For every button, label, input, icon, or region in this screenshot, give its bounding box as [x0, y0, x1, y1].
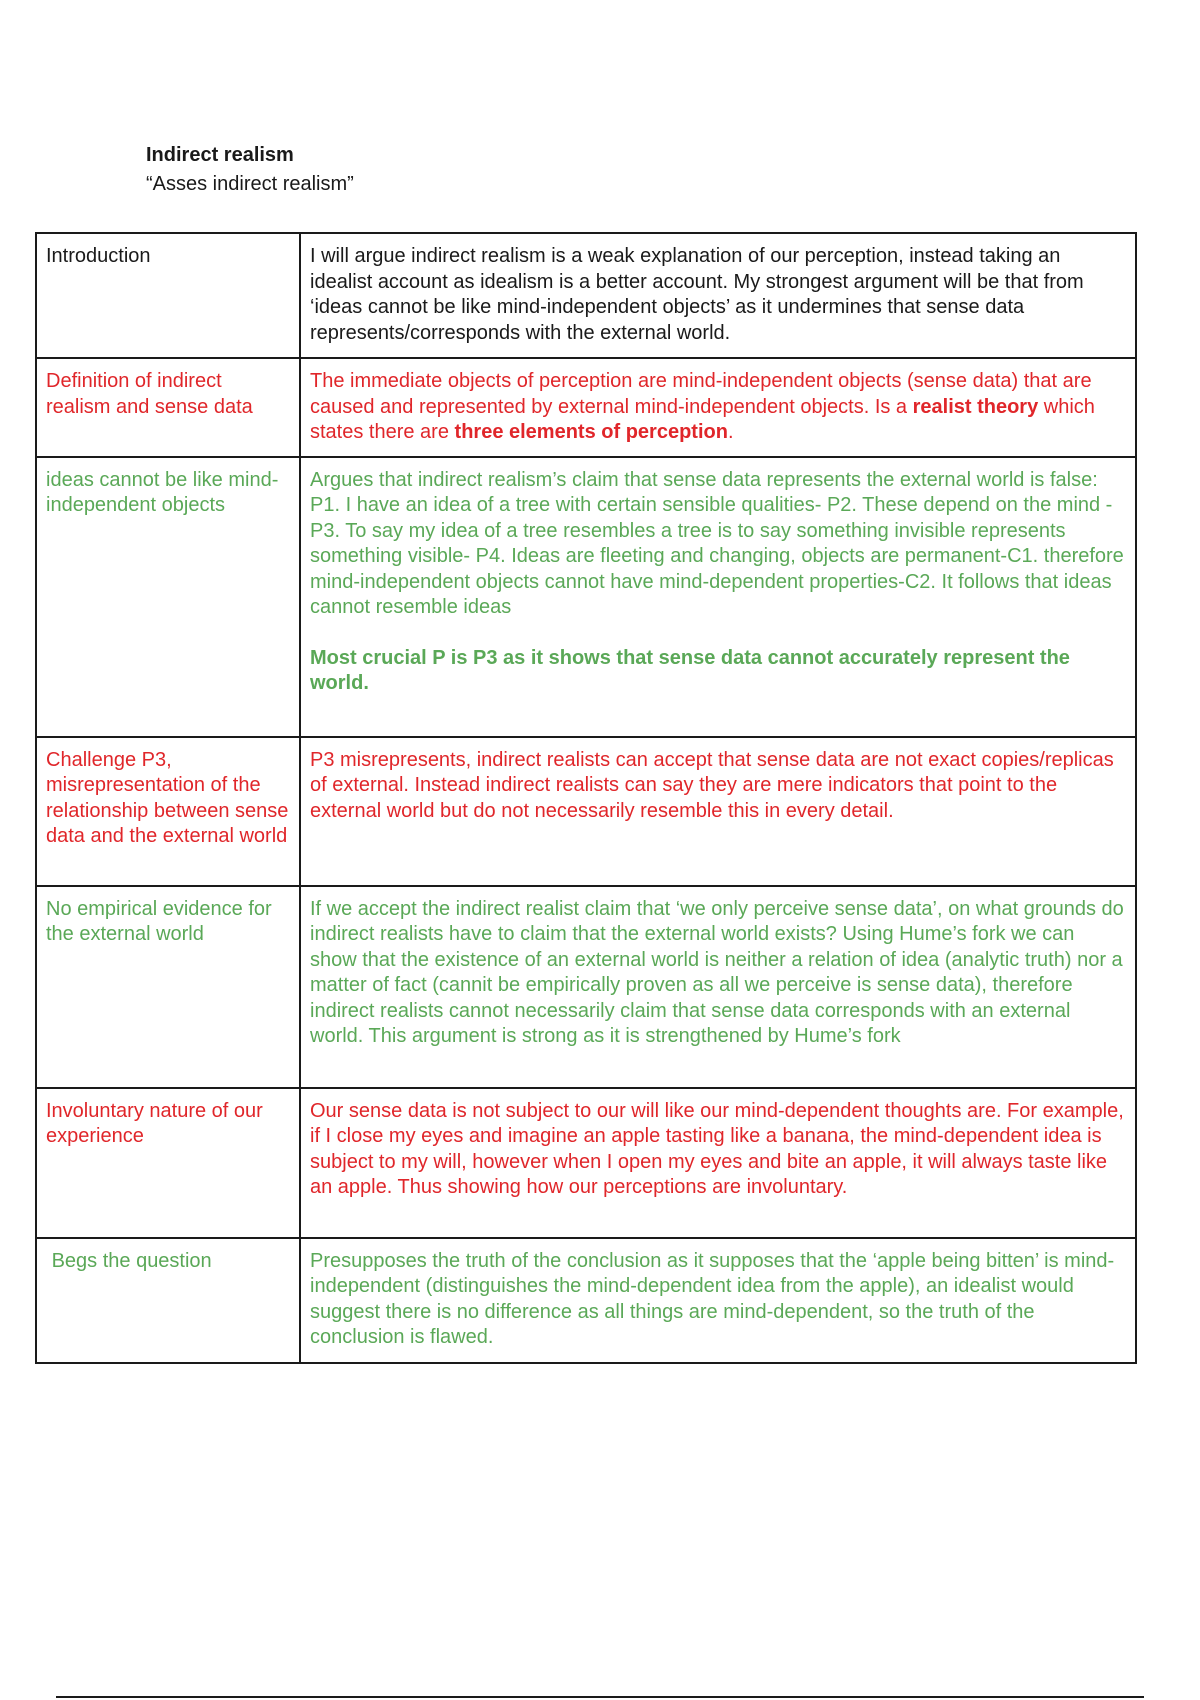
- row-label: No empirical evidence for the external world: [36, 886, 300, 1088]
- row-content: Presupposes the truth of the conclusion as it supposes that the ‘apple being bitten’ is mind-independent (distinguishes the mind-dependent idea from the apple), an idealist would suggest there is no difference as all things are mind-dependent, so the truth of the conclusion is flawed.: [300, 1238, 1136, 1363]
- row-content-bold: realist theory: [912, 395, 1039, 418]
- row-content: If we accept the indirect realist claim that ‘we only perceive sense data’, on what grounds do indirect realists have to claim that the external world exists? Using Hume’s fork we can show that the existence of an external world is neither a relation of idea (analytic truth) nor a matter of fact (cannit be empirically proven as all we perceive is sense data), therefore indirect realists cannot necessarily claim that sense data corresponds with an external world. This argument is strong as it is strengthened by Hume’s fork: [300, 886, 1136, 1088]
- row-content: I will argue indirect realism is a weak explanation of our perception, instead taking an idealist account as idealism is a better account. My strongest argument will be that from ‘ideas cannot be like mind-independent objects’ as it undermines that sense data represents/corresponds with the external world.: [300, 233, 1136, 358]
- row-label: ideas cannot be like mind-independent objects: [36, 457, 300, 737]
- row-content: Our sense data is not subject to our will like our mind-dependent thoughts are. For example, if I close my eyes and imagine an apple tasting like a banana, the mind-dependent idea is subject to my will, however when I open my eyes and bite an apple, it will always taste like an apple. Thus showing how our perceptions are involuntary.: [300, 1088, 1136, 1238]
- table-row: [36, 1238, 1136, 1363]
- row-label: Introduction: [36, 233, 300, 358]
- essay-plan-table: [35, 232, 1137, 1364]
- row-content-text: .: [727, 421, 734, 443]
- table-row: [36, 737, 1136, 886]
- paragraph-gap: [310, 621, 1126, 646]
- row-label: Challenge P3, misrepresentation of the relationship between sense data and the external world: [36, 737, 300, 886]
- document-subtitle: “Asses indirect realism”: [146, 173, 354, 195]
- row-content-text: The immediate objects of perception are mind-independent objects (sense data) that are caused and represented by external mind-independent objects. Is a: [310, 370, 1092, 418]
- row-content-bold: three elements of perception: [454, 421, 728, 443]
- table-row: [36, 1088, 1136, 1238]
- row-content-text: which states there are: [310, 395, 1095, 443]
- row-content: [300, 457, 1136, 737]
- table-row: [36, 886, 1136, 1088]
- document-header: [146, 144, 354, 196]
- row-content: [300, 358, 1136, 457]
- document-title: Indirect realism: [146, 144, 294, 166]
- row-label: Involuntary nature of our experience: [36, 1088, 300, 1238]
- row-content-text: P1. I have an idea of a tree with certain sensible qualities- P2. These depend on the mind -P3. To say my idea of a tree resembles a tree is to say something invisible represents something visible- P4. Ideas are fleeting and changing, objects are permanent-C1. therefore mind-independent objects cannot have mind-dependent properties-C2. It follows that ideas cannot resemble ideas: [310, 494, 1124, 618]
- row-content-text: Argues that indirect realism’s claim that sense data represents the external world is false:: [310, 468, 1098, 491]
- row-content: P3 misrepresents, indirect realists can accept that sense data are not exact copies/replicas of external. Instead indirect realists can say they are mere indicators that point to the external world but do not necessarily resemble this in every detail.: [300, 737, 1136, 886]
- table-row: [36, 358, 1136, 457]
- table-row: [36, 457, 1136, 737]
- row-content-bold: Most crucial P is P3 as it shows that sense data cannot accurately represent the world.: [310, 646, 1070, 694]
- footer-divider: [56, 1696, 1144, 1698]
- row-label: Definition of indirect realism and sense data: [36, 358, 300, 457]
- table-row: [36, 233, 1136, 358]
- row-label: Begs the question: [36, 1238, 300, 1363]
